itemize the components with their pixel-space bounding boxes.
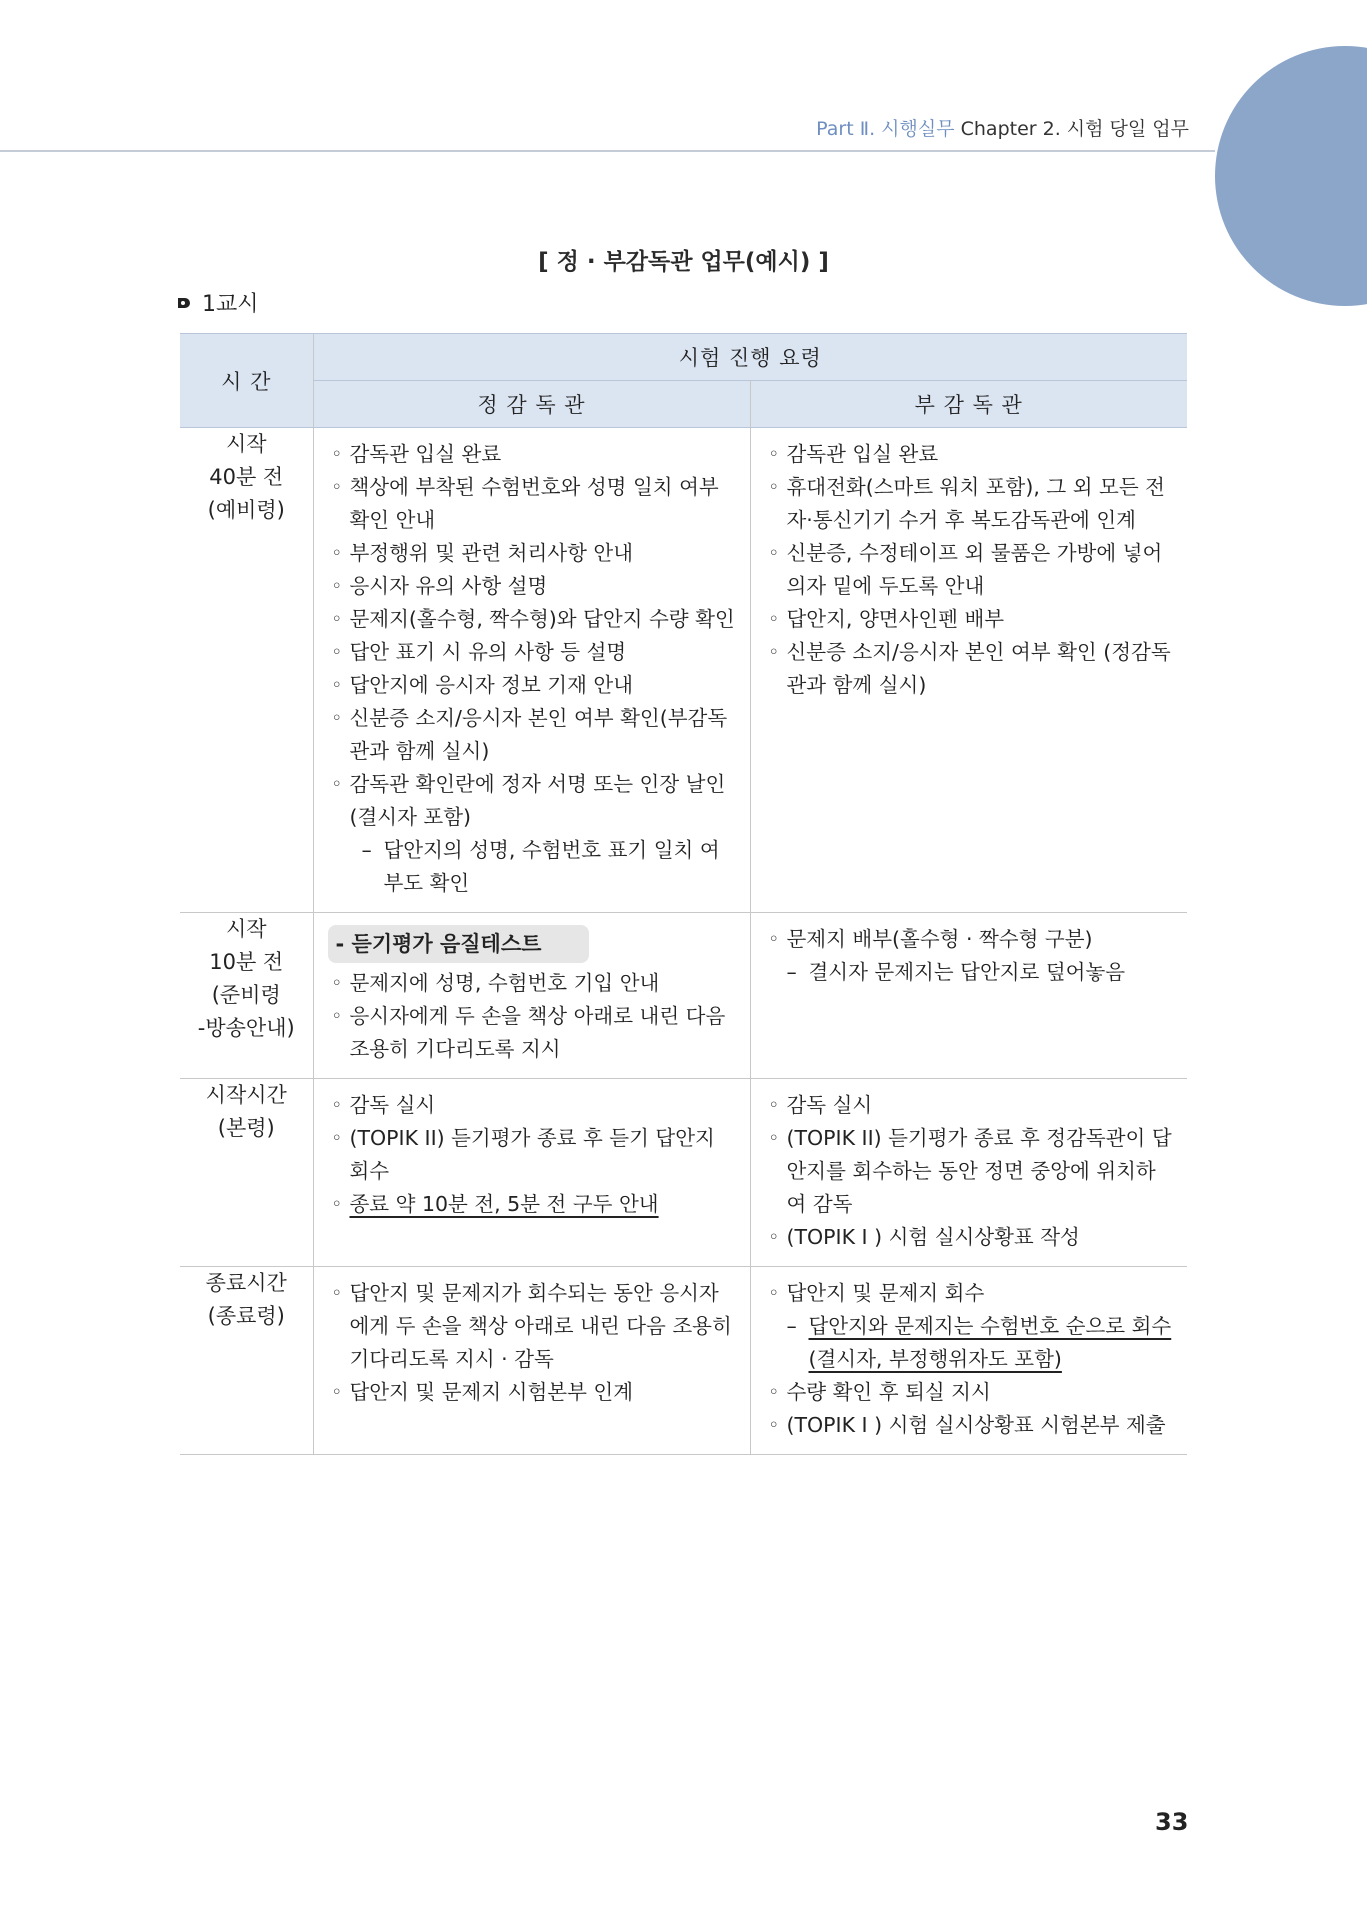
cell-content <box>751 428 1188 714</box>
sub-list-item <box>769 1310 1174 1376</box>
list-item <box>769 1122 1174 1221</box>
header-rule <box>0 150 1215 152</box>
list-item-text: 응시자에게 두 손을 책상 아래로 내린 다음 조용히 기다리도록 지시 <box>349 1004 726 1061</box>
list-item <box>769 537 1174 603</box>
header-main-proctor: 정 감 독 관 <box>313 381 750 428</box>
section-label-text: 1교시 <box>202 292 259 317</box>
sub-list-item <box>332 834 736 900</box>
list-item-text: 종료 약 10분 전, 5분 전 구두 안내 <box>349 1192 659 1216</box>
dash-marker: – <box>786 960 797 984</box>
list-item-text: 감독 실시 <box>786 1093 873 1117</box>
time-cell <box>180 1079 313 1267</box>
list-item-text: 답안지, 양면사인펜 배부 <box>786 607 1005 631</box>
time-line: -방송안내) <box>197 1016 295 1040</box>
main-proctor-cell <box>313 1267 750 1455</box>
time-line: (종료령) <box>207 1304 285 1328</box>
sub-proctor-cell <box>750 1267 1187 1455</box>
list-item <box>332 636 736 669</box>
main-proctor-cell <box>313 428 750 913</box>
list-item <box>769 1089 1174 1122</box>
table-body <box>180 428 1187 1455</box>
list-item <box>332 603 736 636</box>
page-number: 33 <box>1155 1808 1189 1836</box>
header-sub-proctor: 부 감 독 관 <box>750 381 1187 428</box>
list-item-text: (TOPIK I ) 시험 실시상황표 작성 <box>786 1225 1080 1249</box>
cell-content <box>751 1079 1188 1266</box>
list-item <box>332 1376 736 1409</box>
time-line: 시작 <box>225 432 267 456</box>
list-item <box>769 438 1174 471</box>
list-item <box>332 438 736 471</box>
list-item-text: 감독 실시 <box>349 1093 436 1117</box>
time-cell <box>180 1267 313 1455</box>
running-head-part: Part Ⅱ. 시행실무 <box>816 118 955 140</box>
time-line: 40분 전 <box>209 465 284 489</box>
list-item-text: 답안 표기 시 유의 사항 등 설명 <box>349 640 627 664</box>
list-item-text: (TOPIK I ) 시험 실시상황표 시험본부 제출 <box>786 1413 1166 1437</box>
document-title: [ 정 · 부감독관 업무(예시) ] <box>538 249 829 275</box>
list-item-text: 응시자 유의 사항 설명 <box>349 574 548 598</box>
list-item-text: 책상에 부착된 수험번호와 성명 일치 여부 확인 안내 <box>349 475 719 532</box>
list-item-text: 문제지 배부(홀수형 · 짝수형 구분) <box>786 927 1093 951</box>
time-line: 10분 전 <box>209 950 284 974</box>
running-head-chapter: Chapter 2. 시험 당일 업무 <box>960 118 1189 140</box>
sub-proctor-cell <box>750 913 1187 1079</box>
list-item-text: 감독관 확인란에 정자 서명 또는 인장 날인 (결시자 포함) <box>349 772 726 829</box>
list-item <box>332 1277 736 1376</box>
proctor-duty-table <box>180 333 1187 1455</box>
running-head <box>816 114 1189 141</box>
list-item <box>769 603 1174 636</box>
list-item <box>769 1277 1174 1310</box>
list-item <box>769 471 1174 537</box>
cell-content <box>314 913 750 1078</box>
list-item-text: 답안지 및 문제지 시험본부 인계 <box>349 1380 634 1404</box>
time-line: 시작 <box>225 917 267 941</box>
list-item <box>332 1122 736 1188</box>
main-proctor-cell <box>313 913 750 1079</box>
header-procedure: 시험 진행 요령 <box>313 334 1187 381</box>
cell-content <box>751 1267 1188 1454</box>
list-item <box>332 669 736 702</box>
list-item-text: 수량 확인 후 퇴실 지시 <box>786 1380 991 1404</box>
list-item-text: 신분증, 수정테이프 외 물품은 가방에 넣어 의자 밑에 두도록 안내 <box>786 541 1163 598</box>
list-item-text: 신분증 소지/응시자 본인 여부 확인 (정감독관과 함께 실시) <box>786 640 1171 697</box>
list-item <box>332 1089 736 1122</box>
time-line: 시작시간 <box>205 1083 287 1107</box>
cell-content <box>314 428 750 912</box>
list-item <box>332 1188 736 1221</box>
section-label <box>178 287 259 318</box>
sub-proctor-cell <box>750 428 1187 913</box>
section-bullet-icon <box>178 297 192 309</box>
list-item <box>332 1000 736 1066</box>
list-item <box>769 923 1174 956</box>
list-item-text: 문제지(홀수형, 짝수형)와 답안지 수량 확인 <box>349 607 735 631</box>
list-item-text: 답안지 및 문제지 회수 <box>786 1281 985 1305</box>
list-item <box>332 471 736 537</box>
sub-proctor-cell <box>750 1079 1187 1267</box>
list-item-text: (TOPIK II) 듣기평가 종료 후 듣기 답안지 회수 <box>349 1126 715 1183</box>
list-item <box>332 570 736 603</box>
table-row <box>180 1079 1187 1267</box>
dash-marker: – <box>786 1314 797 1338</box>
list-item <box>769 1376 1174 1409</box>
list-item <box>332 702 736 768</box>
list-item <box>769 1409 1174 1442</box>
table-row <box>180 428 1187 913</box>
list-item <box>332 768 736 834</box>
time-line: (본령) <box>217 1116 275 1140</box>
list-item-text: 감독관 입실 완료 <box>349 442 502 466</box>
list-item-text: 부정행위 및 관련 처리사항 안내 <box>349 541 634 565</box>
list-item-text: 답안지 및 문제지가 회수되는 동안 응시자에게 두 손을 책상 아래로 내린 다음 조용히 기다리도록 지시 · 감독 <box>349 1281 732 1371</box>
cell-content <box>751 913 1188 1001</box>
list-item-text: 답안지에 응시자 정보 기재 안내 <box>349 673 634 697</box>
list-item-text: 감독관 입실 완료 <box>786 442 939 466</box>
list-item <box>332 537 736 570</box>
time-cell <box>180 428 313 913</box>
list-item <box>769 636 1174 702</box>
main-proctor-cell <box>313 1079 750 1267</box>
list-item-text: 문제지에 성명, 수험번호 기입 안내 <box>349 971 660 995</box>
list-item-text: 신분증 소지/응시자 본인 여부 확인(부감독관과 함께 실시) <box>349 706 728 763</box>
list-item-text: 답안지와 문제지는 수험번호 순으로 회수 (결시자, 부정행위자도 포함) <box>808 1314 1172 1371</box>
audio-test-tag: - 듣기평가 음질테스트 <box>328 925 590 963</box>
list-item-text: (TOPIK II) 듣기평가 종료 후 정감독관이 답안지를 회수하는 동안 정면 중앙에 위치하여 감독 <box>786 1126 1172 1216</box>
header-time: 시 간 <box>180 334 313 428</box>
list-item-text: 답안지의 성명, 수험번호 표기 일치 여부도 확인 <box>383 838 720 895</box>
time-line: (예비령) <box>207 498 285 522</box>
list-item-text: 휴대전화(스마트 워치 포함), 그 외 모든 전자·통신기기 수거 후 복도감독관에 인계 <box>786 475 1165 532</box>
cell-content <box>314 1079 750 1233</box>
list-item <box>332 967 736 1000</box>
list-item <box>769 1221 1174 1254</box>
time-line: 종료시간 <box>205 1271 287 1295</box>
time-cell <box>180 913 313 1079</box>
table-row <box>180 1267 1187 1455</box>
sub-list-item <box>769 956 1174 989</box>
list-item-text: 결시자 문제지는 답안지로 덮어놓음 <box>808 960 1126 984</box>
cell-content <box>314 1267 750 1421</box>
table-row <box>180 913 1187 1079</box>
time-line: (준비령 <box>211 983 281 1007</box>
dash-marker: – <box>361 838 372 862</box>
